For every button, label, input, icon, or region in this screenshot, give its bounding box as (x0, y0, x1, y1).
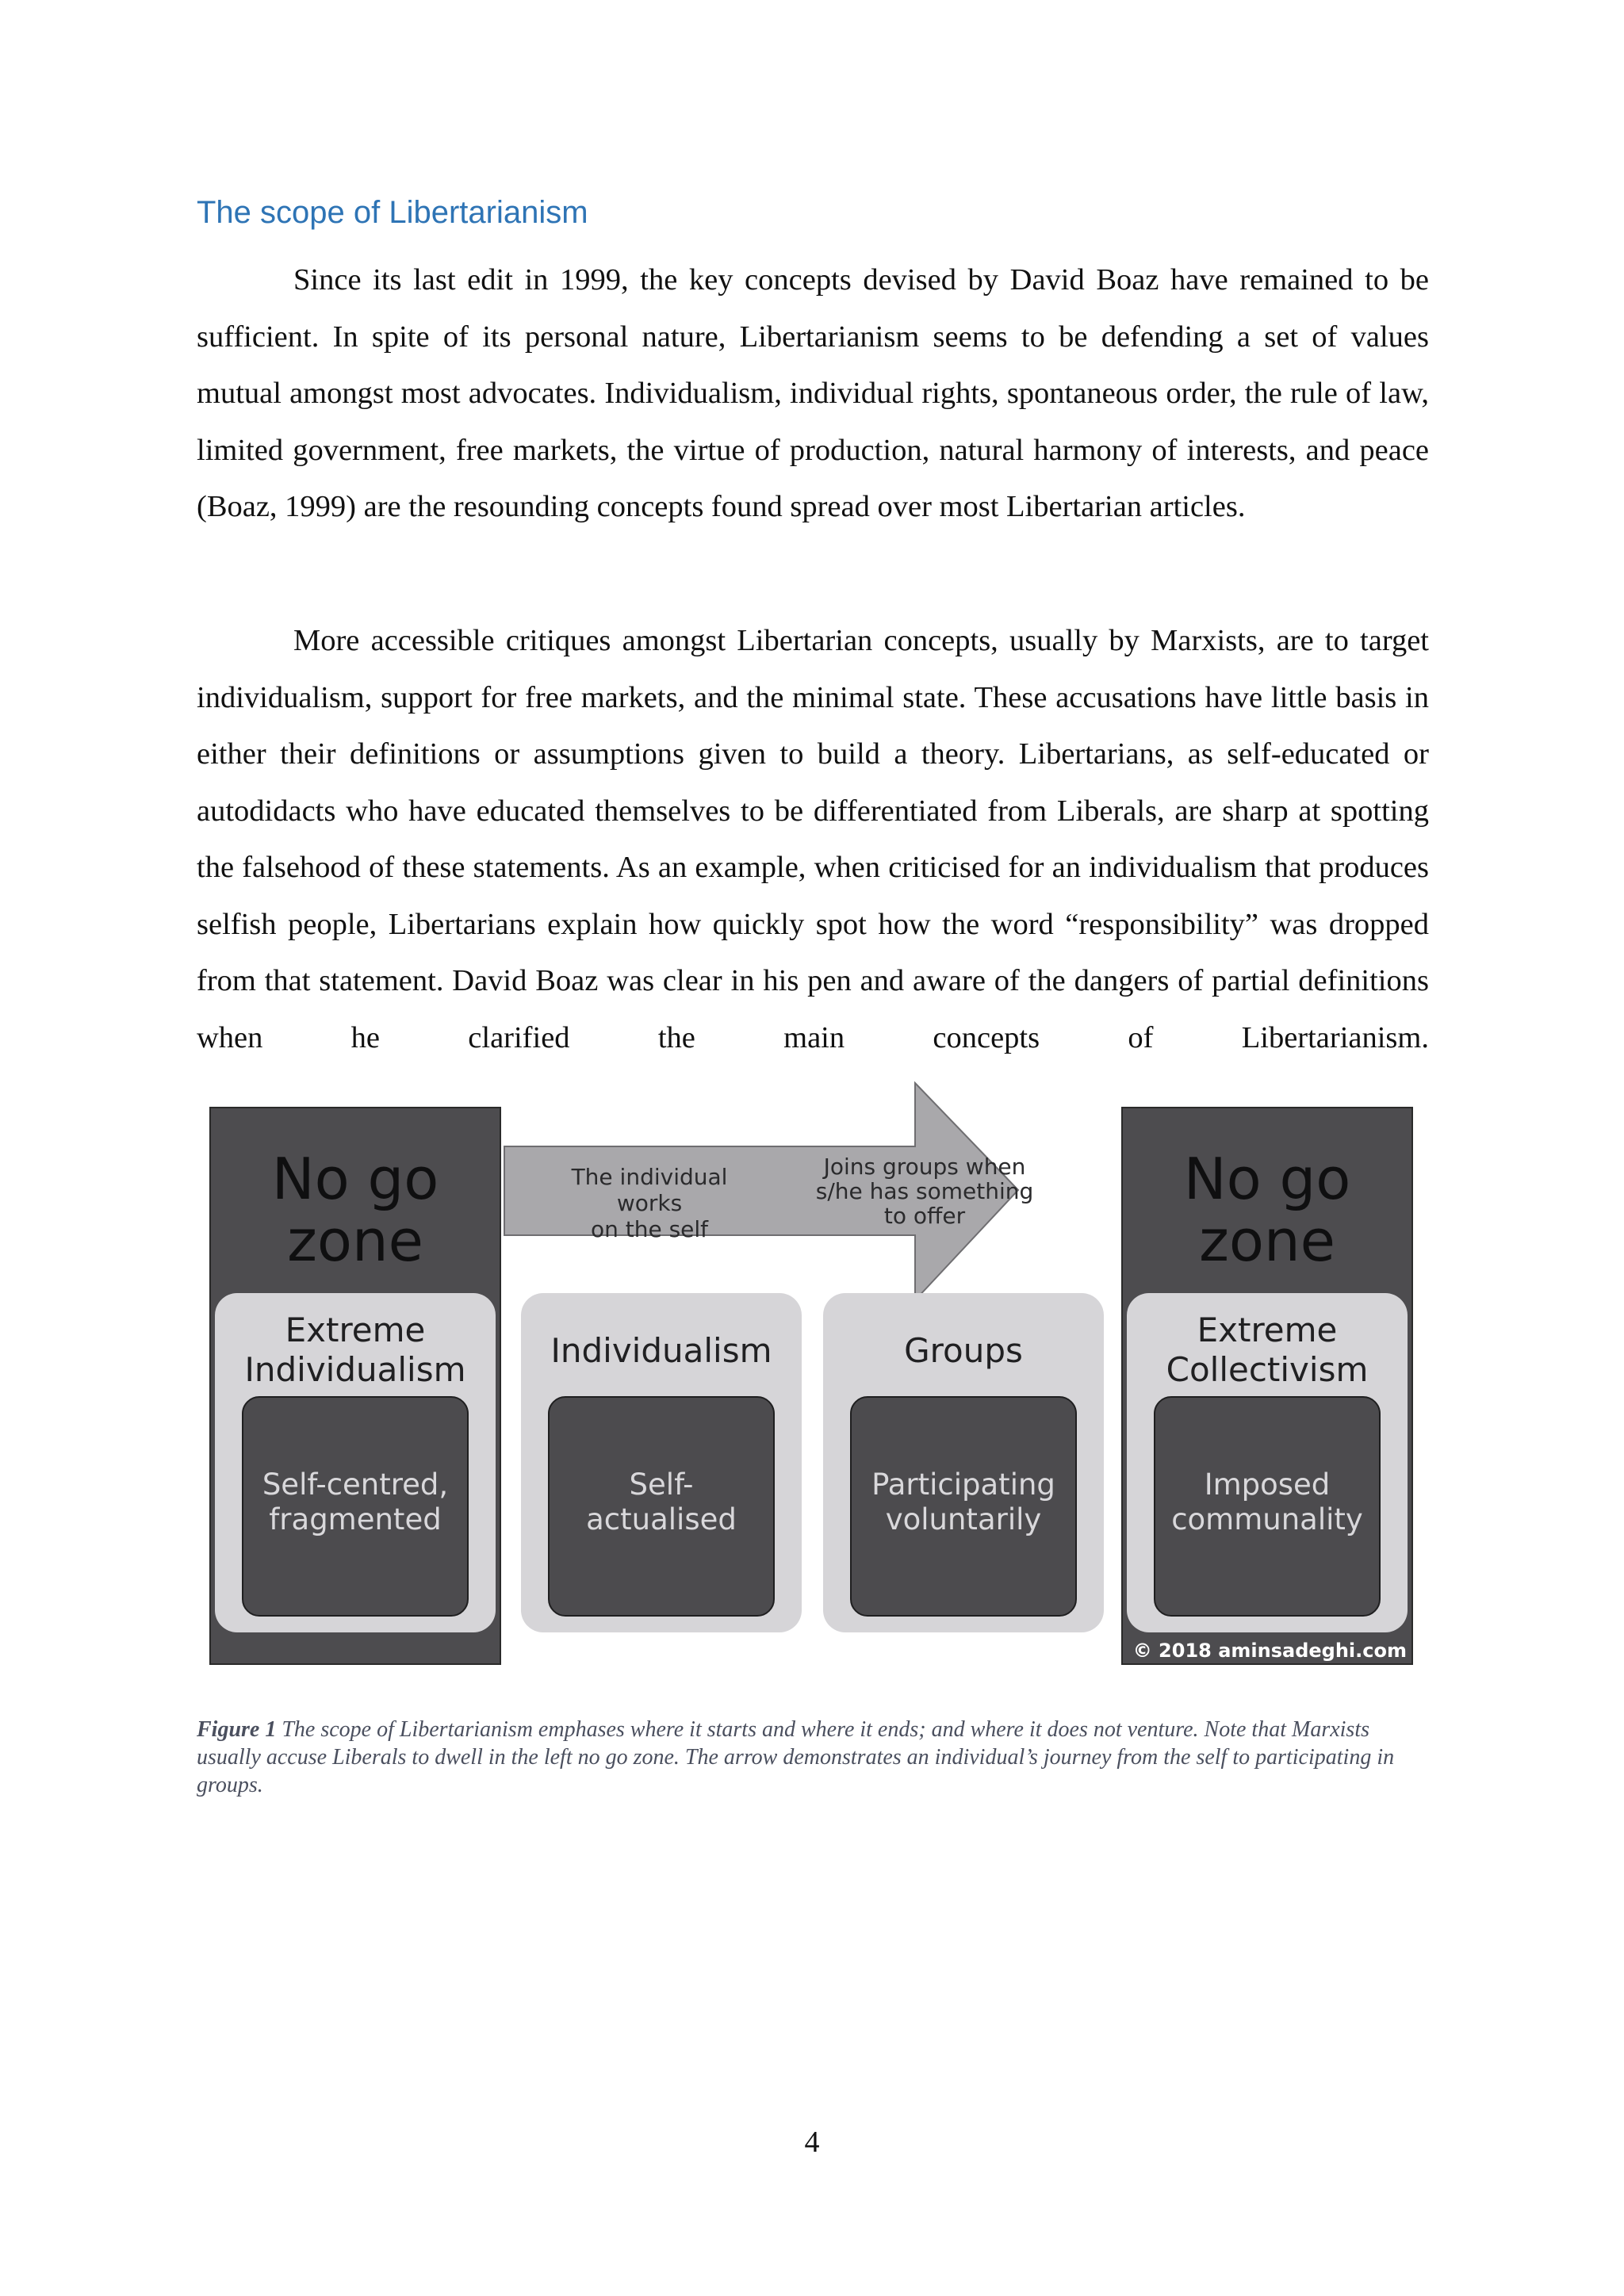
individualism-box (521, 1293, 802, 1632)
box-inner (1154, 1396, 1381, 1617)
extreme-collectivism-box (1127, 1293, 1408, 1632)
body-paragraph-1: Since its last edit in 1999, the key concepts devised by David Boaz have remained to be sufficient. In spite of its personal nature, Libertarianism seems to be defending a set of values mutual amongst most advocates. Individualism, individual rights, spontaneous order, the rule of law, limited government, free markets, the virtue of production, natural harmony of interests, and peace (Boaz, 1999) are the resounding concepts found spread over most Libertarian articles. (197, 263, 1429, 523)
figure-label: Figure 1 (197, 1717, 277, 1742)
box-title: Groups (904, 1331, 1023, 1370)
page-number: 4 (804, 2126, 820, 2159)
box-inner (548, 1396, 775, 1617)
section-heading: The scope of Libertarianism (197, 195, 588, 230)
box-inner (850, 1396, 1077, 1617)
no-go-zone-left-label: No go zone (271, 1146, 439, 1274)
extreme-individualism-box (215, 1293, 496, 1632)
caption-text: The scope of Libertarianism emphases where it starts and where it ends; and where it does not venture. Note that Marxists usually accuse Liberals to dwell in the left no go zone. The arrow demonstrates an individual’s journey from the self to participating in groups. (197, 1717, 1395, 1797)
figure-caption (197, 1716, 1431, 1799)
box-title: Extreme Individualism (244, 1311, 466, 1389)
box-inner (242, 1396, 469, 1617)
box-inner-text: Self-centred, fragmented (262, 1468, 449, 1536)
box-title: Individualism (550, 1331, 772, 1370)
no-go-zone-right-label: No go zone (1183, 1146, 1351, 1274)
groups-box (823, 1293, 1104, 1632)
box-title: Extreme Collectivism (1166, 1311, 1369, 1389)
body-paragraph-2: More accessible critiques amongst Libertarian concepts, usually by Marxists, are to target individualism, support for free markets, and the minimal state. These accusations have little basis in either their definitions or assumptions given to build a theory. Libertarians, as self-educated or autodidacts who have educated themselves to be differentiated from Liberals, are sharp at spotting the falsehood of these statements. As an example, when criticised for an individualism that produces selfish people, Libertarians explain how quickly spot how the word “responsibility” was dropped from that statement. David Boaz was clear in his pen and aware of the dangers of partial definitions when he clarified the main concepts of Libertarianism. (197, 624, 1429, 1054)
arrow-label-self: The individual works on the self (571, 1164, 728, 1242)
arrow-label-groups: Joins groups when s/he has something to offer (815, 1154, 1034, 1229)
scope-diagram (209, 1081, 1415, 1665)
box-inner-text: Self- actualised (586, 1468, 737, 1536)
box-inner-text: Participating voluntarily (871, 1468, 1055, 1536)
copyright-notice: © 2018 aminsadeghi.com (1132, 1640, 1407, 1662)
box-inner-text: Imposed communality (1171, 1468, 1363, 1536)
